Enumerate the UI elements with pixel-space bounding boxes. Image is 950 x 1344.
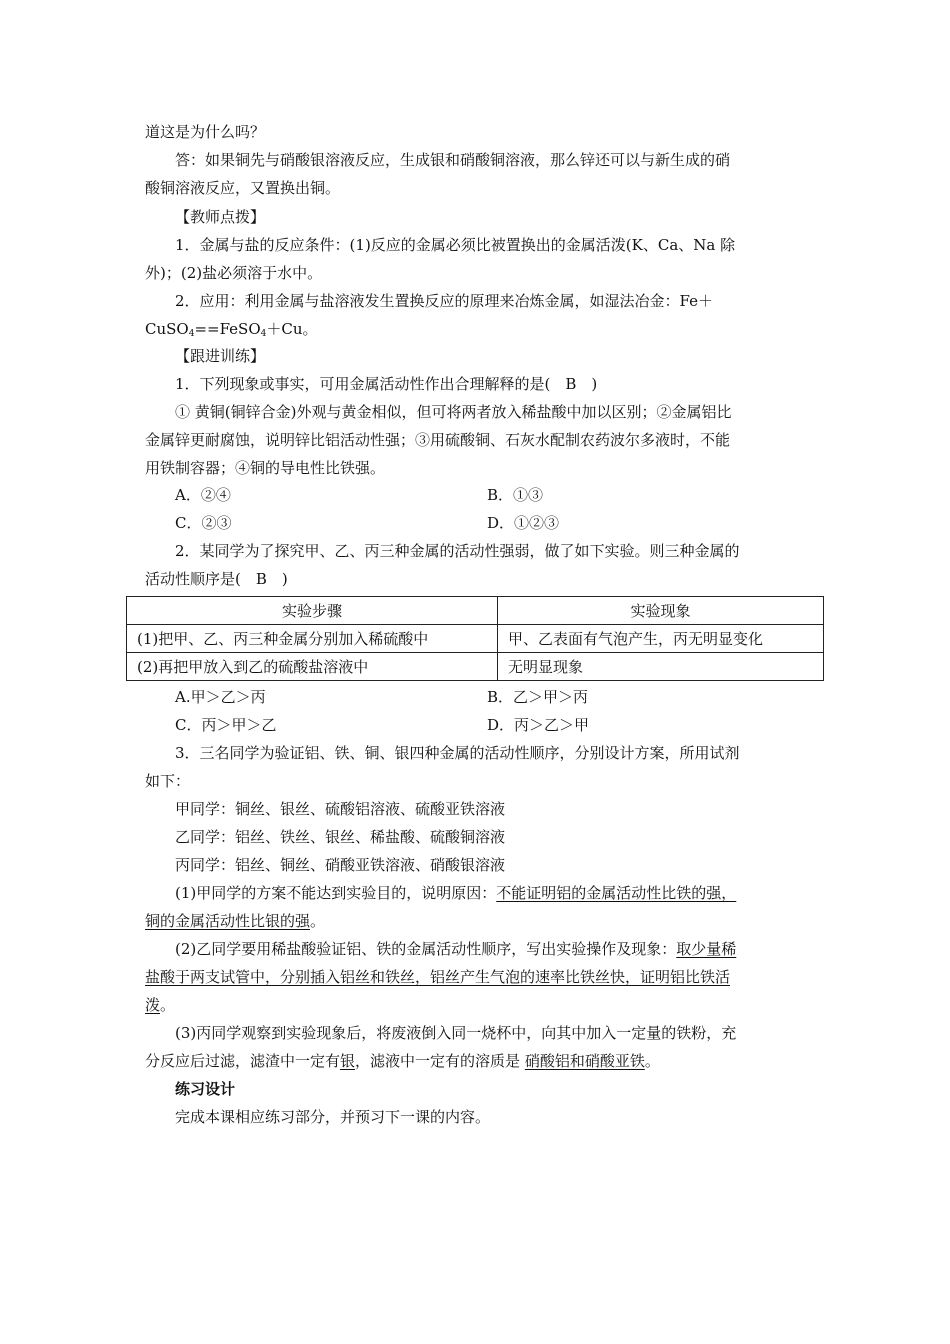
table-cell: (2)再把甲放入到乙的硫酸盐溶液中 — [127, 653, 498, 681]
question-2-stem: 活动性顺序是( B ) — [145, 570, 288, 588]
subquestion-1-cont: 铜的金属活动性比银的强。 — [145, 912, 326, 930]
question-1-body: 金属锌更耐腐蚀，说明锌比铝活动性强；③用硫酸铜、石灰水配制农药波尔多液时，不能 — [145, 431, 731, 449]
teacher-point-1-cont: 外)；(2)盐必须溶于水中。 — [145, 264, 323, 282]
table-header: 实验现象 — [498, 597, 824, 625]
teacher-point-1: 1．金属与盐的反应条件：(1)反应的金属必须比被置换出的金属活泼(K、Ca、Na 除 — [175, 236, 736, 254]
answer-underline: 铜的金属活动性比银的强 — [145, 912, 311, 930]
table-header-row — [127, 597, 824, 625]
question-1-option-a: A．②④ — [175, 486, 231, 504]
teacher-point-2: 2．应用：利用金属与盐溶液发生置换反应的原理来冶炼金属，如湿法冶金：Fe＋ — [175, 292, 714, 310]
subquestion-1: (1)甲同学的方案不能达到实验目的，说明原因：不能证明铝的金属活动性比铁的强， — [175, 884, 737, 902]
question-1-option-b: B．①③ — [487, 486, 544, 504]
answer-underline: 盐酸于两支试管中，分别插入铝丝和铁丝，铝丝产生气泡的速率比铁丝快，证明铝比铁活 — [145, 968, 731, 986]
question-2-option-b: B．乙＞甲＞丙 — [487, 688, 589, 706]
answer-underline: 不能证明铝的金属活动性比铁的强， — [496, 884, 737, 902]
question-3-stem: 如下： — [145, 772, 191, 790]
question-2-stem: 2．某同学为了探究甲、乙、丙三种金属的活动性强弱，做了如下实验。则三种金属的 — [175, 542, 740, 560]
student-bing-reagents: 丙同学：铝丝、铜丝、硝酸亚铁溶液、硝酸银溶液 — [175, 856, 506, 874]
question-2-option-d: D．丙＞乙＞甲 — [487, 716, 590, 734]
table-cell: 甲、乙表面有气泡产生，丙无明显变化 — [498, 625, 824, 653]
subquestion-2: (2)乙同学要用稀盐酸验证铝、铁的金属活动性顺序，写出实验操作及现象：取少量稀 — [175, 940, 737, 958]
intro-line: 道这是为什么吗？ — [145, 123, 266, 141]
table-header: 实验步骤 — [127, 597, 498, 625]
subquestion-3: (3)丙同学观察到实验现象后，将废液倒入同一烧杯中，向其中加入一定量的铁粉，充 — [175, 1024, 737, 1042]
table-cell: (1)把甲、乙、丙三种金属分别加入稀硫酸中 — [127, 625, 498, 653]
answer-underline: 泼 — [145, 996, 161, 1014]
student-yi-reagents: 乙同学：铝丝、铁丝、银丝、稀盐酸、硫酸铜溶液 — [175, 828, 506, 846]
design-heading: 练习设计 — [175, 1080, 236, 1098]
table-row — [127, 625, 824, 653]
question-2-option-c: C．丙＞甲＞乙 — [175, 716, 277, 734]
student-jia-reagents: 甲同学：铜丝、银丝、硫酸铝溶液、硫酸亚铁溶液 — [175, 800, 506, 818]
question-1-option-d: D．①②③ — [487, 514, 560, 532]
answer-line: 答：如果铜先与硝酸银溶液反应，生成银和硝酸铜溶液，那么锌还可以与新生成的硝 — [175, 151, 731, 169]
experiment-table — [126, 596, 824, 681]
table-cell: 无明显现象 — [498, 653, 824, 681]
answer-underline: 银 — [340, 1052, 356, 1070]
practice-heading: 【跟进训练】 — [175, 347, 266, 365]
subquestion-2-cont — [145, 963, 805, 991]
question-1-option-c: C．②③ — [175, 514, 232, 532]
answer-line: 酸铜溶液反应，又置换出铜。 — [145, 179, 341, 197]
answer-underline: 取少量稀 — [676, 940, 737, 958]
question-1-body: ① 黄铜(铜锌合金)外观与黄金相似，但可将两者放入稀盐酸中加以区别；②金属铝比 — [175, 403, 732, 421]
design-text: 完成本课相应练习部分，并预习下一课的内容。 — [175, 1108, 491, 1126]
teacher-heading: 【教师点拨】 — [175, 208, 266, 226]
table-row — [127, 653, 824, 681]
question-1-body: 用铁制容器；④铜的导电性比铁强。 — [145, 459, 386, 477]
subquestion-3-cont: 分反应后过滤，滤渣中一定有银，滤液中一定有的溶质是 硝酸铝和硝酸亚铁。 — [145, 1052, 660, 1070]
answer-underline: 硝酸铝和硝酸亚铁 — [524, 1052, 645, 1070]
question-3-stem: 3．三名同学为验证铝、铁、铜、银四种金属的活动性顺序，分别设计方案，所用试剂 — [175, 744, 740, 762]
question-1-stem: 1．下列现象或事实，可用金属活动性作出合理解释的是( B ) — [175, 375, 598, 393]
subquestion-2-cont: 泼。 — [145, 996, 176, 1014]
teacher-point-2-equation: CuSO$_4$==FeSO$_4$＋Cu。 — [145, 320, 318, 339]
question-2-option-a: A.甲＞乙＞丙 — [175, 688, 266, 706]
